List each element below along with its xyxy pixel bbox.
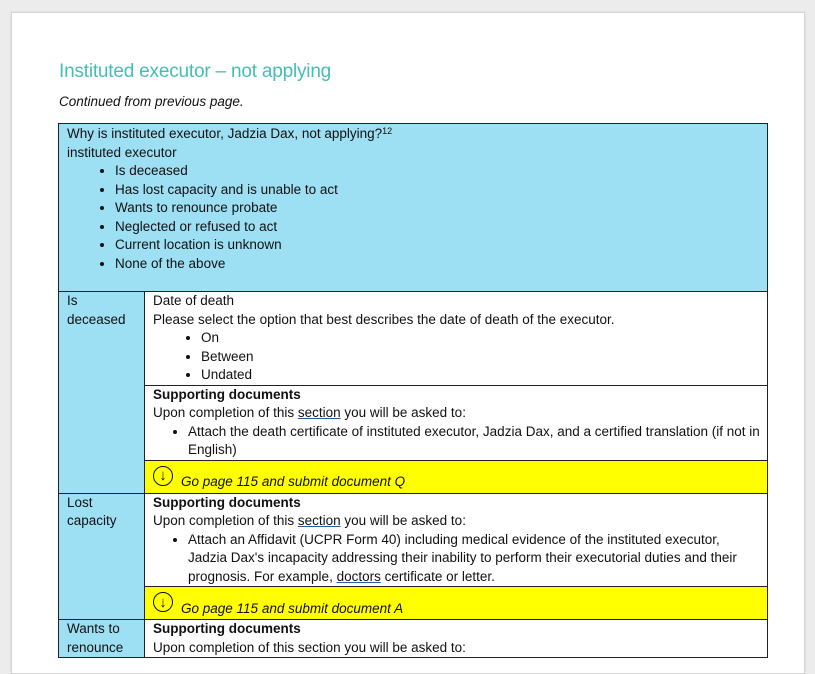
- go-instruction[interactable]: Go page 115 and submit document A: [181, 600, 404, 616]
- deceased-docs-cell: [145, 385, 768, 460]
- docs-intro: Upon completion of this section you will be asked to:: [153, 639, 466, 655]
- date-title: Date of death: [153, 293, 235, 308]
- option-item[interactable]: • Has lost capacity and is unable to act: [115, 181, 760, 200]
- option-item[interactable]: • Is deceased: [115, 162, 760, 181]
- docs-list: [153, 423, 760, 460]
- option-item[interactable]: • None of the above: [115, 255, 760, 274]
- question-cell: [59, 124, 768, 292]
- question-text: Why is instituted executor, Jadzia Dax, not applying?$^{12}$: [67, 126, 393, 141]
- option-list: [67, 162, 760, 273]
- capacity-go-row: [59, 587, 768, 620]
- docs-title: Supporting documents: [153, 494, 301, 510]
- capacity-row: [59, 493, 768, 587]
- capacity-docs-cell: [145, 493, 768, 587]
- circle-down-arrow-icon: ↓: [153, 592, 173, 612]
- section-link[interactable]: section: [297, 405, 341, 420]
- go-cell: [145, 587, 768, 620]
- go-instruction[interactable]: Go page 115 and submit document Q: [181, 474, 406, 489]
- section-link[interactable]: section: [297, 513, 341, 528]
- executor-table: [58, 123, 768, 658]
- date-option[interactable]: • Undated: [201, 366, 760, 385]
- deceased-label: Is deceased: [59, 292, 145, 494]
- question-sublabel: instituted executor: [67, 144, 177, 160]
- question-row: [59, 124, 768, 292]
- docs-item: • Attach an Affidavit (UCPR Form 40) including medical evidence of the instituted executor, Jadzia Dax's incapacity addressing their inability to perform their executorial duties and their prognosis. For example, doctors certificate or letter.: [188, 531, 760, 587]
- document-page: [11, 12, 805, 674]
- docs-title: Supporting documents: [153, 386, 301, 402]
- footnote-ref: 12: [382, 126, 393, 136]
- docs-list: [153, 531, 760, 587]
- date-of-death-cell: [145, 292, 768, 386]
- docs-item: • Attach the death certificate of instituted executor, Jadzia Dax, and a certified translation (if not in English): [188, 423, 760, 460]
- renounce-docs-cell: [145, 620, 768, 658]
- date-prompt: Please select the option that best describes the date of death of the executor.: [153, 311, 615, 327]
- docs-intro: Upon completion of this section you will be asked to:: [153, 405, 466, 420]
- section-heading: Instituted executor – not applying: [59, 61, 332, 82]
- go-cell: [145, 460, 768, 493]
- option-item[interactable]: • Current location is unknown: [115, 236, 760, 255]
- renounce-label: Wants to renounce: [59, 620, 145, 658]
- continued-note: Continued from previous page.: [59, 94, 244, 109]
- option-item[interactable]: • Wants to renounce probate: [115, 199, 760, 218]
- date-option-list: [153, 329, 760, 385]
- deceased-row: [59, 292, 768, 386]
- renounce-row: [59, 620, 768, 658]
- doctors-link[interactable]: doctors: [336, 568, 381, 584]
- circle-down-arrow-icon: ↓: [153, 466, 173, 486]
- docs-title: Supporting documents: [153, 621, 301, 636]
- deceased-docs-row: [59, 385, 768, 460]
- capacity-label: Lost capacity: [59, 493, 145, 620]
- option-item[interactable]: • Neglected or refused to act: [115, 218, 760, 237]
- date-option[interactable]: • Between: [201, 348, 760, 367]
- deceased-go-row: [59, 460, 768, 493]
- date-option[interactable]: • On: [201, 329, 760, 348]
- docs-intro: Upon completion of this section you will be asked to:: [153, 513, 466, 528]
